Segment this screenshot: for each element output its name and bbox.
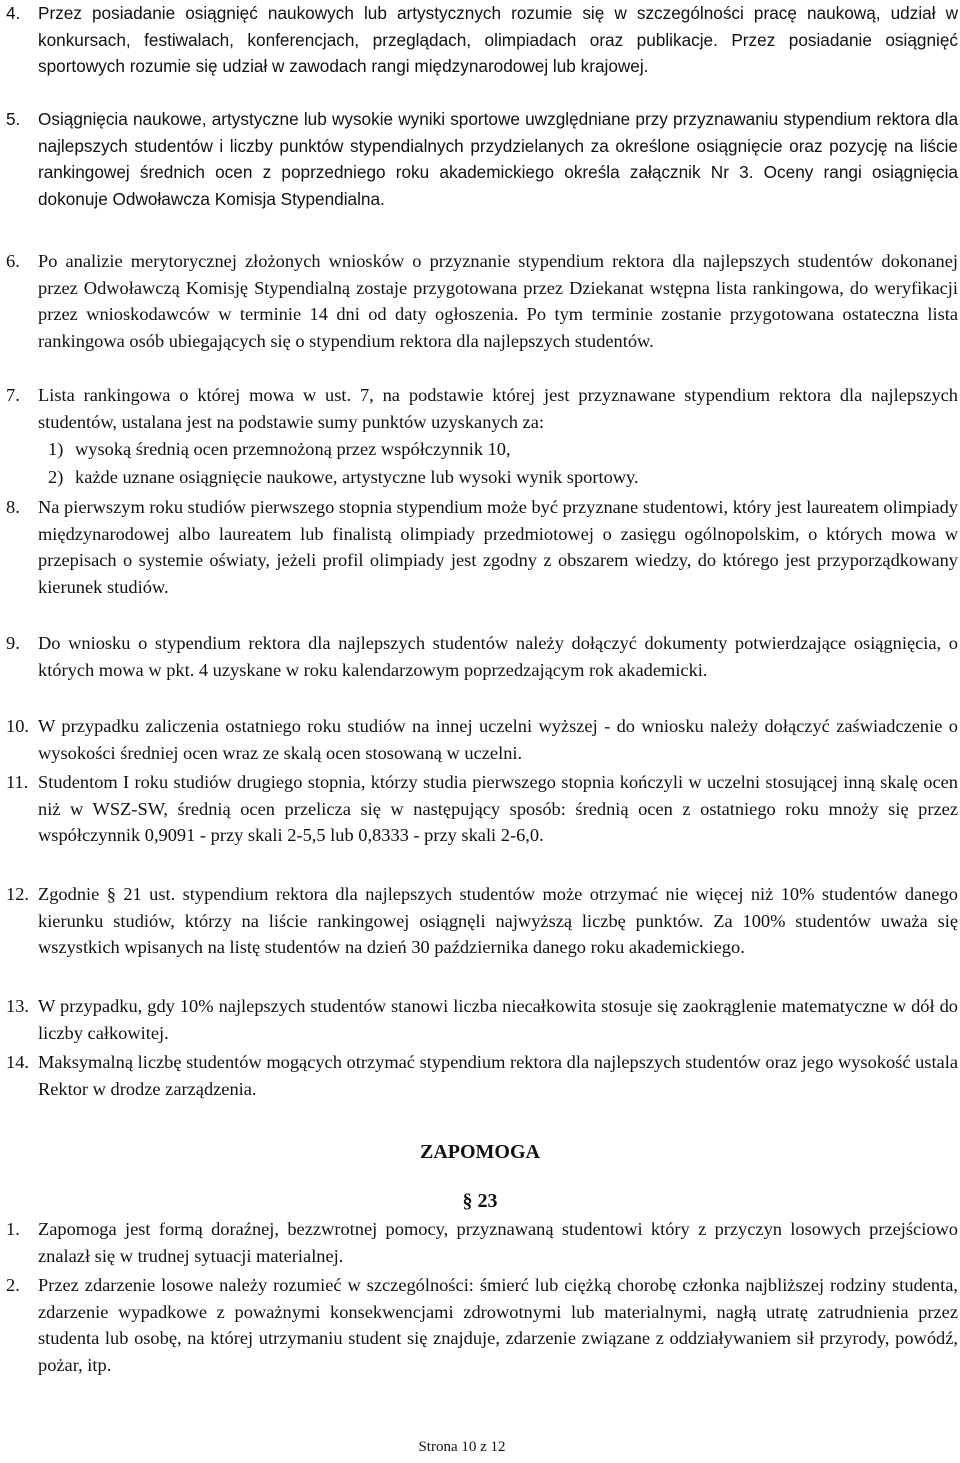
item-text: W przypadku zaliczenia ostatniego roku studiów na innej uczelni wyższej - do wniosku należy dołączyć zaświadczenie o wysokości średniej ocen wraz ze skalą ocen stosowaną w uczelni.: [38, 716, 958, 763]
item-text: Zgodnie § 21 ust. stypendium rektora dla najlepszych studentów może otrzymać nie więcej niż 10% studentów danego kierunku studiów, którzy na liście rankingowej osiągnęli najwyższą liczbę punktów. Za 100% studentów uważa się wszystkich wpisanych na listę studentów na dzień 30 października danego roku akademickiego.: [38, 884, 958, 958]
item-number: 10.: [6, 716, 29, 736]
item-text: Osiągnięcia naukowe, artystyczne lub wysokie wyniki sportowe uwzględniane przy przyznawaniu stypendium rektora dla najlepszych studentów i liczby punktów stypendialnych przydzielanych za określone osiągnięcie oraz pozycję na liście rankingowej średnich ocen z poprzedniego roku akademickiego określa załącznik Nr 3. Oceny rangi osiągnięcia dokonuje Odwoławcza Komisja Stypendialna.: [38, 109, 958, 209]
section-paragraph-number: § 23: [462, 1190, 498, 1212]
list-item: [0, 881, 958, 961]
list-item: [0, 248, 958, 354]
sub-item-text: wysoką średnią ocen przemnożoną przez współczynnik 10,: [75, 439, 511, 459]
item-number: 14.: [6, 1052, 29, 1072]
list-item: [0, 713, 958, 766]
item-text: Przez zdarzenie losowe należy rozumieć w szczególności: śmierć lub ciężką chorobę członka najbliższej rodziny studenta, zdarzenie wypadkowe z poważnymi konsekwencjami zdrowotnymi lub materialnymi, nagłą utratę zatrudnienia przez studenta lub osobę, na której utrzymaniu student się znajduje, zdarzenie związane z oddziaływaniem sił przyrody, powódź, pożar, itp.: [38, 1275, 958, 1375]
item-text: W przypadku, gdy 10% najlepszych studentów stanowi liczba niecałkowita stosuje się zaokrąglenie matematyczne w dół do liczby całkowitej.: [38, 996, 958, 1043]
item-text: Lista rankingowa o której mowa w ust. 7, na podstawie której jest przyznawane stypendium rektora dla najlepszych studentów, ustalana jest na podstawie sumy punktów uzyskanych za:: [38, 385, 958, 432]
sub-item-number: 1): [48, 439, 64, 459]
sub-item-text: każde uznane osiągnięcie naukowe, artystyczne lub wysoki wynik sportowy.: [75, 467, 639, 487]
list-item: [0, 769, 958, 849]
item-number: 2.: [6, 1275, 20, 1295]
item-text: Maksymalną liczbę studentów mogących otrzymać stypendium rektora dla najlepszych studentów oraz jego wysokość ustala Rektor w drodze zarządzenia.: [38, 1052, 958, 1099]
sub-item-number: 2): [48, 467, 64, 487]
item-number: 6.: [6, 251, 20, 271]
list-item: [0, 382, 958, 435]
sub-list-item: [48, 436, 948, 463]
item-number: 12.: [6, 884, 29, 904]
list-item: [0, 0, 958, 80]
item-text: Do wniosku o stypendium rektora dla najlepszych studentów należy dołączyć dokumenty potwierdzające osiągnięcia, o których mowa w pkt. 4 uzyskane w roku kalendarzowym poprzedzającym rok akademicki.: [38, 633, 958, 680]
item-text: Na pierwszym roku studiów pierwszego stopnia stypendium może być przyznane studentowi, który jest laureatem olimpiady międzynarodowej albo laureatem lub finalistą olimpiady przedmiotowej o zasięgu ogólnopolskim, o których mowa w przepisach o systemie oświaty, jeżeli profil olimpiady jest zgodny z obszarem wiedzy, do którego jest przyporządkowany kierunek studiów.: [38, 497, 958, 597]
item-text: Zapomoga jest formą doraźnej, bezzwrotnej pomocy, przyznawaną studentowi który z przyczyn losowych przejściowo znalazł się w trudnej sytuacji materialnej.: [38, 1219, 958, 1266]
item-text: Studentom I roku studiów drugiego stopnia, którzy studia pierwszego stopnia kończyli w uczelni stosującej inną skalę ocen niż w WSZ-SW, średnią ocen przelicza się w następujący sposób: średnią ocen z ostatniego roku mnoży się przez współczynnik 0,9091 - przy skali 2-5,5 lub 0,8333 - przy skali 2-6,0.: [38, 772, 958, 846]
item-number: 11.: [6, 772, 29, 792]
item-text: Przez posiadanie osiągnięć naukowych lub artystycznych rozumie się w szczególności pracę naukową, udział w konkursach, festiwalach, konferencjach, przeglądach, olimpiadach oraz publikacje. Przez posiadanie osiągnięć sportowych rozumie się udział w zawodach rangi międzynarodowej lub krajowej.: [38, 3, 958, 77]
list-item: [0, 630, 958, 683]
item-number: 1.: [6, 1219, 20, 1239]
item-number: 13.: [6, 996, 29, 1016]
list-item: [0, 1216, 958, 1269]
item-number: 9.: [6, 633, 20, 653]
sub-list-item: [48, 464, 948, 491]
item-text: Po analizie merytorycznej złożonych wniosków o przyznanie stypendium rektora dla najlepszych studentów dokonanej przez Odwoławczą Komisję Stypendialną zostaje przygotowana przez Dziekanat wstępna lista rankingowa, do weryfikacji przez wnioskodawców w terminie 14 dni od daty ogłoszenia. Po tym terminie zostanie przygotowana ostateczna lista rankingowa osób ubiegających się o stypendium rektora dla najlepszych studentów.: [38, 251, 958, 351]
list-item: [0, 106, 958, 212]
item-number: 8.: [6, 497, 20, 517]
list-item: [0, 993, 958, 1046]
item-number: 7.: [6, 385, 20, 405]
item-number: 5.: [6, 109, 21, 129]
section-title: ZAPOMOGA: [420, 1141, 540, 1163]
item-number: 4.: [6, 3, 21, 23]
list-item: [0, 494, 958, 600]
list-item: [0, 1049, 958, 1102]
list-item: [0, 1272, 958, 1378]
page-footer: Strona 10 z 12: [418, 1439, 506, 1455]
